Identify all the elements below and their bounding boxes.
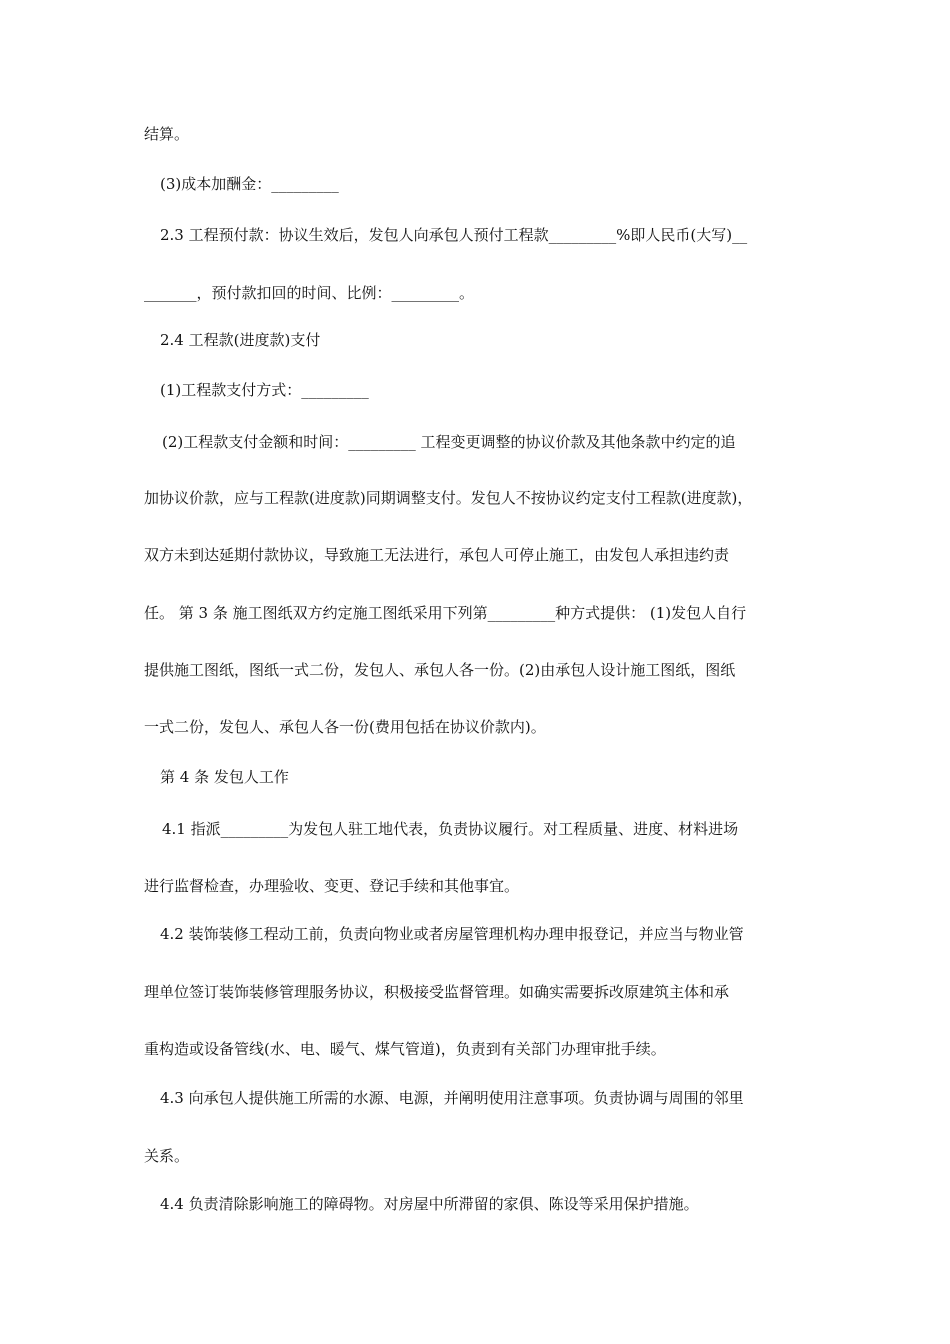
text-line: 4.1 指派_________为发包人驻工地代表，负责协议履行。对工程质量、进度、材料进场 xyxy=(162,820,739,838)
text-line: 理单位签订装饰装修管理服务协议，积极接受监督管理。如确实需要拆改原建筑主体和承 xyxy=(144,983,730,1001)
text-line: _______，预付款扣回的时间、比例：_________。 xyxy=(144,284,475,302)
text-line: 一式二份，发包人、承包人各一份(费用包括在协议价款内)。 xyxy=(144,718,546,736)
text-line: 关系。 xyxy=(144,1147,190,1165)
text-line: 4.2 装饰装修工程动工前，负责向物业或者房屋管理机构办理申报登记，并应当与物业管 xyxy=(160,925,744,943)
text-line: 2.3 工程预付款：协议生效后，发包人向承包人预付工程款_________%即人民币(大写)__ xyxy=(160,226,748,244)
text-line: (1)工程款支付方式：_________ xyxy=(160,381,369,399)
text-line: 4.3 向承包人提供施工所需的水源、电源，并阐明使用注意事项。负责协调与周围的邻里 xyxy=(160,1089,744,1107)
text-line: 4.4 负责清除影响施工的障碍物。对房屋中所滞留的家俱、陈设等采用保护措施。 xyxy=(160,1195,699,1213)
section-heading: 2.4 工程款(进度款)支付 xyxy=(160,331,321,349)
text-line: (2)工程款支付金额和时间：_________ 工程变更调整的协议价款及其他条款中约定的追 xyxy=(162,433,736,451)
section-heading: 第 4 条 发包人工作 xyxy=(160,768,289,786)
text-line: 进行监督检查，办理验收、变更、登记手续和其他事宜。 xyxy=(144,877,520,895)
text-line: 重构造或设备管线(水、电、暖气、煤气管道)，负责到有关部门办理审批手续。 xyxy=(144,1040,666,1058)
text-line: 提供施工图纸，图纸一式二份，发包人、承包人各一份。(2)由承包人设计施工图纸，图纸 xyxy=(144,661,736,679)
text-line: 结算。 xyxy=(144,125,190,143)
text-line: 任。 第 3 条 施工图纸双方约定施工图纸采用下列第_________种方式提供： (1)发包人自行 xyxy=(144,604,747,622)
text-line: (3)成本加酬金：_________ xyxy=(160,175,339,193)
text-line: 加协议价款，应与工程款(进度款)同期调整支付。发包人不按协议约定支付工程款(进度款)， xyxy=(144,489,753,507)
text-line: 双方未到达延期付款协议，导致施工无法进行，承包人可停止施工，由发包人承担违约责 xyxy=(144,546,730,564)
